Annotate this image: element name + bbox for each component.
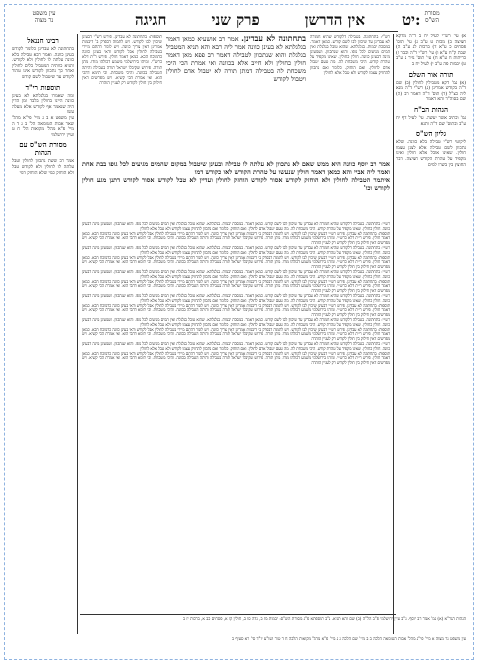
tosafot-column	[82, 34, 162, 154]
rashi-continued-3: רש"י: בתחתונה. בטבילה דלקודש שהיא חמורה לא עבדינן עד שיכוון לבו לשם קודש. כמאן דאמר. במסכת יבמות. בגלגלתא. שהוא טובל בגלגלת ואין המים מגיעים לכל גופו. והוא שנתכוון. ושמעינן מינה דבעינן כוונה. חולין כחולין. שאינו מקפיד על טהרת קודש. היכי משכחת לה. מה טעם יטבול אדם לחולין. ואם הוחזק. כלומר ואם נתכוון להחזיק עצמו לקודש ולא טבל אלא לחולין	[82, 268, 390, 279]
rashi-continued: רש"י: בתחתונה. בטבילה דלקודש שהיא חמורה לא עבדינן עד שיכוון לבו לשם קודש. כמאן דאמר. במסכת יבמות. בגלגלתא. שהוא טובל בגלגלת ואין המים מגיעים לכל גופו. והוא שנתכוון. ושמעינן מינה דבעינן כוונה. חולין כחולין. שאינו מקפיד על טהרת קודש. היכי משכחת לה. מה טעם יטבול אדם לחולין. ואם הוחזק. כלומר ואם נתכוון להחזיק עצמו לקודש ולא טבל אלא לחולין	[82, 222, 390, 231]
tosafot-continued-5: תוספות: בתחתונה לא עבדינן. פירש רש"י דבעינן שיכוין לבו לקודש. ויש לתמוה דבפרק ב' דיבמות אמרינן דאין צריך כוונה. ויש לומר דהתם מיירי בטבילה לחולין אבל לקודש ודאי בעינן כוונה כדמוכח הכא. כמאן דאמר חולין. פירש ר"ת דלא כרש"י. ומיהו בירושלמי משמע דכולהו מודו. מתן תורה. פירוש שקיבלו ישראל תורה בטבילה והיתה הטבילה בכוונה. והיכי משכחת. וכי תימא דהכי הוא. ואי אמרת הכי קשיא. ויש מפרשים דאין חילוק בין חולין לקודש רק לעניין הזהרה	[82, 326, 390, 342]
header-rule	[80, 31, 398, 32]
right-margin-text-2: (א) גמ' דקא מטבילין לחולין (ב) שם ד"ה בקודש אמרינן (ג) רש"י ד"ה מנא ליה כצ"ל (ד) תוס' ד"ה דאמר רב (ה) שם בסוה"ד והא דאמר	[396, 80, 466, 103]
right-margin-text-4: ליקוטי רש"י טבילה בלא כוונה. שלא נתכוון לשם טבילה אלא לצנן עצמו חולין. שאינו אוכל אלא חולין ואינו מקפיד על טהרת הקודש חציצה. דבר החוצץ בין בשרו למים	[396, 140, 466, 168]
tosafot-continued-4: תוספות: בתחתונה לא עבדינן. פירש רש"י דבעינן שיכוין לבו לקודש. ויש לתמוה דבפרק ב' דיבמות אמרינן דאין צריך כוונה. ויש לומר דהתם מיירי בטבילה לחולין אבל לקודש ודאי בעינן כוונה כדמוכח הכא. כמאן דאמר חולין. פירש ר"ת דלא כרש"י. ומיהו בירושלמי משמע דכולהו מודו. מתן תורה. פירוש שקיבלו ישראל תורה בטבילה והיתה הטבילה בכוונה. והיכי משכחת. וכי תימא דהכי הוא. ואי אמרת הכי קשיא. ויש מפרשים דאין חילוק בין חולין לקודש רק לעניין הזהרה	[82, 302, 390, 318]
gemara-paragraph-2: איתמר הטבילה לחולין ולא הוחזק לקודש אסור לקודש הוחזק לחולין ועדיין לא טבל לקודש אסור לקודש דתנן מגע חולין לקודש וכו'	[82, 176, 390, 192]
rashi-column	[310, 34, 390, 154]
gemara-main-block	[166, 34, 306, 164]
right-margin-column	[396, 34, 466, 634]
header-right-label	[400, 10, 464, 24]
footer-text: עין משפט נר מצוה א מיי' פי"ג מהל' אבות הטומאה הלכה ב ב מיי' שם הלכה ג ג מיי' פ"א מהל' מקואות הלכה ח ד טור ושו"ע יו"ד סי' רא סעיף ב	[231, 636, 466, 641]
gemara-wide-block	[82, 160, 390, 220]
header-left-line: עין משפט	[32, 10, 56, 17]
rashi-continued-5: רש"י: בתחתונה. בטבילה דלקודש שהיא חמורה לא עבדינן עד שיכוון לבו לשם קודש. כמאן דאמר. במסכת יבמות. בגלגלתא. שהוא טובל בגלגלת ואין המים מגיעים לכל גופו. והוא שנתכוון. ושמעינן מינה דבעינן כוונה. חולין כחולין. שאינו מקפיד על טהרת קודש. היכי משכחת לה. מה טעם יטבול אדם לחולין. ואם הוחזק. כלומר ואם נתכוון להחזיק עצמו לקודש ולא טבל אלא לחולין	[82, 316, 390, 327]
commentary-body	[82, 222, 390, 612]
title-masechet: חגיגה	[135, 11, 167, 29]
gemara-paragraph-1: אמר רב יוסף כוונה היא ממש שאם לא נתכוון לא עלתה לו טבילה ובעינן שיטבול במקום שהמים מגיעים לכל גופו בבת אחת ואמר ליה אביי והא כמאן דאמר חולין שנעשו על טהרת הקודש לאו כקודש דמו	[82, 160, 390, 176]
tosafot-continued-2: תוספות: בתחתונה לא עבדינן. פירש רש"י דבעינן שיכוין לבו לקודש. ויש לתמוה דבפרק ב' דיבמות אמרינן דאין צריך כוונה. ויש לומר דהתם מיירי בטבילה לחולין אבל לקודש ודאי בעינן כוונה כדמוכח הכא. כמאן דאמר חולין. פירש ר"ת דלא כרש"י. ומיהו בירושלמי משמע דכולהו מודו. מתן תורה. פירוש שקיבלו ישראל תורה בטבילה והיתה הטבילה בכוונה. והיכי משכחת. וכי תימא דהכי הוא. ואי אמרת הכי קשיא. ויש מפרשים דאין חילוק בין חולין לקודש רק לעניין הזהרה	[82, 254, 390, 270]
header-left-label	[14, 10, 74, 24]
page-number: יט:	[402, 11, 421, 29]
rashi-text: רש"י: בתחתונה. בטבילה דלקודש שהיא חמורה לא עבדינן עד שיכוון לבו לשם קודש. כמאן דאמר. במסכת יבמות. בגלגלתא. שהוא טובל בגלגלת ואין המים מגיעים לכל גופו. והוא שנתכוון. ושמעינן מינה דבעינן כוונה. חולין כחולין. שאינו מקפיד על טהרת קודש. היכי משכחת לה. מה טעם יטבול אדם לחולין. ואם הוחזק. כלומר ואם נתכוון להחזיק עצמו לקודש ולא טבל אלא לחולין	[310, 34, 390, 75]
bottom-notes-text: הגהות הגר"א (א) גמ' אמר רב יוסף. נ"ב עיין ירושלמי פ"ב הל"ה (ב) שם והא תניא. נ"ב תוספתא פ"ג מסורת הש"ס: יבמות מז ב, נדה סו ב, חולין קו א, פסחים כב א, ברכות יז ב	[183, 616, 466, 621]
left-margin-column	[12, 34, 74, 634]
rashi-continued-6: רש"י: בתחתונה. בטבילה דלקודש שהיא חמורה לא עבדינן עד שיכוון לבו לשם קודש. כמאן דאמר. במסכת יבמות. בגלגלתא. שהוא טובל בגלגלת ואין המים מגיעים לכל גופו. והוא שנתכוון. ושמעינן מינה דבעינן כוונה. חולין כחולין. שאינו מקפיד על טהרת קודש. היכי משכחת לה. מה טעם יטבול אדם לחולין. ואם הוחזק. כלומר ואם נתכוון להחזיק עצמו לקודש ולא טבל אלא לחולין	[82, 340, 390, 351]
left-margin-heading-2: תוספות רי"ד	[25, 82, 61, 92]
right-margin-text-1: א) עי' רש"י לעיל יח ב ד"ה מדקא חציצה ב) מכות ט ע"ב ג) עי' תוס' פסחים כ ע"א ד) ברכות לג ע"ב ה) שבת ק"ח ע"א ו) עי' רש"י ד"ה וכבר ז) כריתות ח ע"א ח) עי' תוס' נזיר נ ע"ב ט) יבמות פה ע"ב י) לעיל יח ב	[396, 34, 466, 67]
page-header	[10, 10, 470, 32]
right-margin-text-3: גמ' וכתיב אשר יעשה. עי' לעיל דף יח ע"ב ובתוס' שם ד"ה ותנא	[396, 115, 466, 127]
left-margin-text-1: בתחתונה לא עבדינן כלומר לקודש בעינן כוונה. ואמר רבא טבילה בלא כוונה עלתה לו לחולין ולא לקודש. ותניא כוותיה המטביל כלים לחולין ואחר כך נתכוון לקודש אינו טהור לקודש עד שיטבול לשם קודש	[12, 47, 74, 80]
left-margin-text-5: אמר רב ששת נתכוון לחולין וטבל עלתה לו לחולין ולא לקודש טבל ולא הוחזק כמי שלא הוחזק דמי	[12, 159, 74, 176]
header-left-line: נר מצוה	[34, 17, 54, 24]
title-perek: פרק שני	[211, 11, 260, 29]
right-margin-heading-3: גליון הש"ס	[415, 129, 447, 139]
left-margin-text-2: ומה שאמרו בגלגלתא לא בעינן כוונה היינו בחולין בלבד ומן הדין היה שנאמר אף לקודש אלא מעלה עשו	[12, 93, 74, 116]
left-margin-heading-3: מסורת הש"ס עם הגהות	[19, 140, 67, 158]
talmud-page	[10, 10, 470, 656]
tosafot-continued: תוספות: בתחתונה לא עבדינן. פירש רש"י דבעינן שיכוין לבו לקודש. ויש לתמוה דבפרק ב' דיבמות אמרינן דאין צריך כוונה. ויש לומר דהתם מיירי בטבילה לחולין אבל לקודש ודאי בעינן כוונה כדמוכח הכא. כמאן דאמר חולין. פירש ר"ת דלא כרש"י. ומיהו בירושלמי משמע דכולהו מודו. מתן תורה. פירוש שקיבלו ישראל תורה בטבילה והיתה הטבילה בכוונה. והיכי משכחת. וכי תימא דהכי הוא. ואי אמרת הכי קשיא. ויש מפרשים דאין חילוק בין חולין לקודש רק לעניין הזהרה	[82, 230, 390, 246]
bottom-notes	[18, 616, 466, 634]
tosafot-text: תוספות: בתחתונה לא עבדינן. פירש רש"י דבעינן שיכוין לבו לקודש. ויש לתמוה דבפרק ב' דיבמות אמרינן דאין צריך כוונה. ויש לומר דהתם מיירי בטבילה לחולין אבל לקודש ודאי בעינן כוונה כדמוכח הכא. כמאן דאמר חולין. פירש ר"ת דלא כרש"י. ומיהו בירושלמי משמע דכולהו מודו. מתן תורה. פירוש שקיבלו ישראל תורה בטבילה והיתה הטבילה בכוונה. והיכי משכחת. וכי תימא דהכי הוא. ואי אמרת הכי קשיא. ויש מפרשים דאין חילוק בין חולין לקודש רק לעניין הזהרה	[82, 34, 162, 85]
right-margin-divider	[393, 34, 394, 634]
footer-rule	[80, 614, 396, 615]
left-margin-heading-1: רבינו חננאל	[27, 36, 59, 45]
header-right-line: מסורת	[424, 10, 440, 17]
tosafot-continued-6: תוספות: בתחתונה לא עבדינן. פירש רש"י דבעינן שיכוין לבו לקודש. ויש לתמוה דבפרק ב' דיבמות אמרינן דאין צריך כוונה. ויש לומר דהתם מיירי בטבילה לחולין אבל לקודש ודאי בעינן כוונה כדמוכח הכא. כמאן דאמר חולין. פירש ר"ת דלא כרש"י. ומיהו בירושלמי משמע דכולהו מודו. מתן תורה. פירוש שקיבלו ישראל תורה בטבילה והיתה הטבילה בכוונה. והיכי משכחת. וכי תימא דהכי הוא. ואי אמרת הכי קשיא. ויש מפרשים דאין חילוק בין חולין לקודש רק לעניין הזהרה	[82, 350, 390, 366]
title-tractate-chapter: אין הדרשן	[304, 11, 365, 29]
page-title	[135, 11, 365, 30]
page-footer	[18, 636, 466, 652]
right-margin-heading-2: הגהות הב"ח	[413, 104, 449, 114]
mishnah-opening-word: בתחתונה לא עבדינן.	[241, 34, 306, 43]
right-margin-heading-1: תורה אור השלם	[408, 69, 454, 79]
header-right-line: הש"ס	[425, 17, 439, 24]
rashi-continued-4: רש"י: בתחתונה. בטבילה דלקודש שהיא חמורה לא עבדינן עד שיכוון לבו לשם קודש. כמאן דאמר. במסכת יבמות. בגלגלתא. שהוא טובל בגלגלת ואין המים מגיעים לכל גופו. והוא שנתכוון. ושמעינן מינה דבעינן כוונה. חולין כחולין. שאינו מקפיד על טהרת קודש. היכי משכחת לה. מה טעם יטבול אדם לחולין. ואם הוחזק. כלומר ואם נתכוון להחזיק עצמו לקודש ולא טבל אלא לחולין	[82, 292, 390, 303]
tosafot-continued-3: תוספות: בתחתונה לא עבדינן. פירש רש"י דבעינן שיכוין לבו לקודש. ויש לתמוה דבפרק ב' דיבמות אמרינן דאין צריך כוונה. ויש לומר דהתם מיירי בטבילה לחולין אבל לקודש ודאי בעינן כוונה כדמוכח הכא. כמאן דאמר חולין. פירש ר"ת דלא כרש"י. ומיהו בירושלמי משמע דכולהו מודו. מתן תורה. פירוש שקיבלו ישראל תורה בטבילה והיתה הטבילה בכוונה. והיכי משכחת. וכי תימא דהכי הוא. ואי אמרת הכי קשיא. ויש מפרשים דאין חילוק בין חולין לקודש רק לעניין הזהרה	[82, 278, 390, 294]
mishnah-text: אמר רב אושעיא כמאן דאמר בגלגלתא לא בעינן כוונה אמר ליה רבא והא תניא המטביל בגלגלת והוא שנתכוון לטבילה דאמר רב פפא מאן דאמר חולין כחולין ולא חייב אלא בכוונה ואי אמרת הכי היכי משכחת לה בטבילה דמתן תורה לא יטבול אדם לחולין ויטבול לקודש	[166, 35, 306, 83]
left-margin-divider	[77, 34, 78, 634]
rashi-continued-2: רש"י: בתחתונה. בטבילה דלקודש שהיא חמורה לא עבדינן עד שיכוון לבו לשם קודש. כמאן דאמר. במסכת יבמות. בגלגלתא. שהוא טובל בגלגלת ואין המים מגיעים לכל גופו. והוא שנתכוון. ושמעינן מינה דבעינן כוונה. חולין כחולין. שאינו מקפיד על טהרת קודש. היכי משכחת לה. מה טעם יטבול אדם לחולין. ואם הוחזק. כלומר ואם נתכוון להחזיק עצמו לקודש ולא טבל אלא לחולין	[82, 244, 390, 255]
left-margin-text-3: עין משפט א ב ג מיי' פי"א מהל' שאר אבות הטומאה הל' ב ג ד ה מיי' פ"א מהל' מקואות הל' ח ט ועיין ירושלמי	[12, 115, 74, 138]
